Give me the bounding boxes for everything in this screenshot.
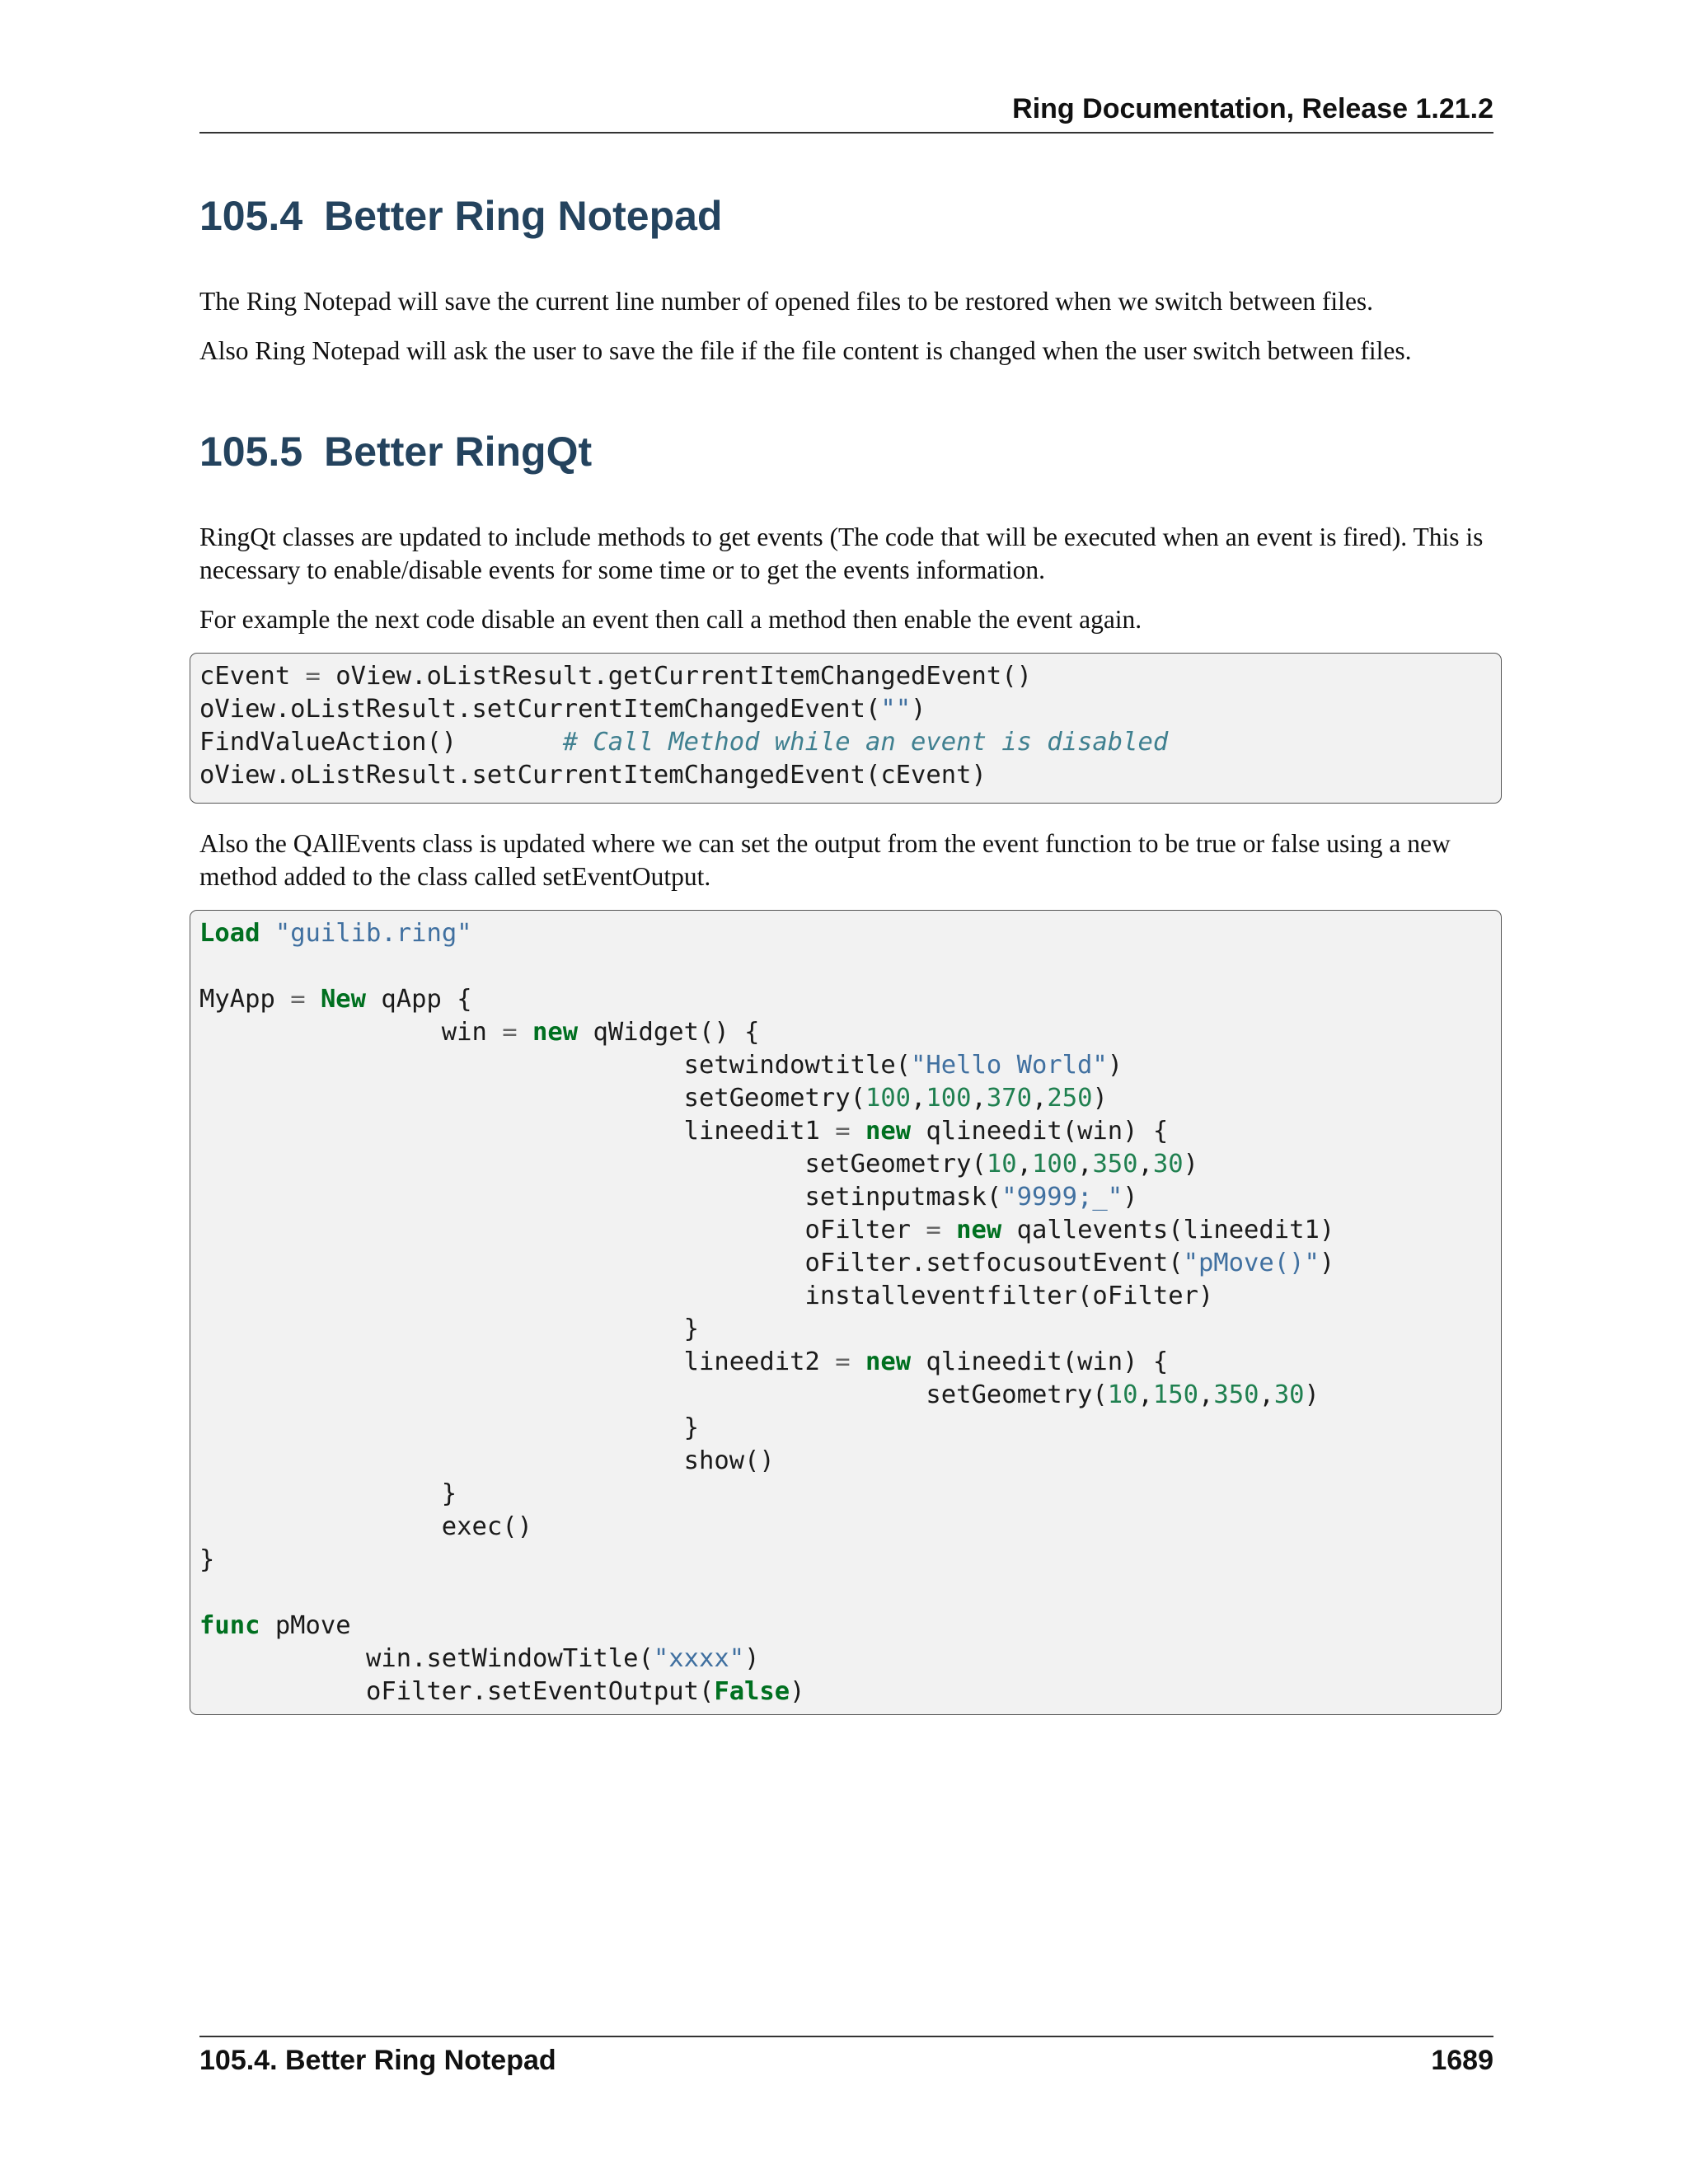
code-line: oView.oListResult.setCurrentItemChangedEvent(cEvent) <box>199 761 987 790</box>
code-line: setGeometry(100,100,370,250) <box>199 1084 1108 1113</box>
code-line: func pMove <box>199 1611 351 1640</box>
code-line: oView.oListResult.setCurrentItemChangedEvent("") <box>199 695 926 724</box>
code-line: win = new qWidget() { <box>199 1018 760 1047</box>
code-line: } <box>199 1545 215 1574</box>
section-title: Better Ring Notepad <box>324 193 723 239</box>
paragraph: The Ring Notepad will save the current line number of opened files to be restored when we switch between files. <box>199 287 1374 316</box>
code-line: setGeometry(10,150,350,30) <box>199 1380 1320 1409</box>
footer-section-title: 105.4. Better Ring Notepad <box>199 2045 556 2076</box>
code-line: } <box>199 1413 699 1442</box>
section-heading-105-4 <box>199 191 722 241</box>
code-line: lineedit1 = new qlineedit(win) { <box>199 1117 1169 1146</box>
code-line <box>199 1577 1501 1610</box>
code-line: setinputmask("9999;_") <box>199 1183 1138 1212</box>
code-block <box>190 910 1502 1715</box>
code-line: exec() <box>199 1512 532 1541</box>
code-line: } <box>199 1315 699 1343</box>
page-header <box>199 92 1493 134</box>
code-line: win.setWindowTitle("xxxx") <box>199 1644 760 1673</box>
code-line: setwindowtitle("Hello World") <box>199 1051 1123 1080</box>
section-title: Better RingQt <box>324 429 593 475</box>
section-heading-105-5 <box>199 427 592 476</box>
section-number: 105.4 <box>199 193 303 239</box>
code-line: setGeometry(10,100,350,30) <box>199 1150 1199 1179</box>
code-line: show() <box>199 1446 775 1475</box>
code-line: FindValueAction() # Call Method while an event is disabled <box>199 728 1169 757</box>
section-number: 105.5 <box>199 429 303 475</box>
document-title: Ring Documentation, Release 1.21.2 <box>1012 93 1493 124</box>
paragraph: Also the QAllEvents class is updated where we can set the output from the event function to be true or false using a new method added to the class called setEventOutput. <box>199 829 1451 891</box>
code-line: cEvent = oView.oListResult.getCurrentItemChangedEvent() <box>199 662 1032 691</box>
code-line: oFilter.setfocusoutEvent("pMove()") <box>199 1249 1335 1277</box>
code-line: oFilter = new qallevents(lineedit1) <box>199 1216 1335 1244</box>
code-block <box>190 653 1502 804</box>
paragraph: RingQt classes are updated to include methods to get events (The code that will be executed when an event is fired). This is necessary to enable/disable events for some time or to get the events information. <box>199 523 1484 584</box>
code-line: Load "guilib.ring" <box>199 919 472 948</box>
code-line: MyApp = New qApp { <box>199 985 472 1014</box>
code-line <box>199 950 1501 983</box>
page-number: 1689 <box>1431 2045 1493 2076</box>
page-footer <box>199 2036 1493 2085</box>
code-line: } <box>199 1479 457 1508</box>
paragraph: For example the next code disable an event then call a method then enable the event again. <box>199 605 1142 634</box>
paragraph: Also Ring Notepad will ask the user to save the file if the file content is changed when the user switch between files. <box>199 336 1412 365</box>
code-line: installeventfilter(oFilter) <box>199 1282 1214 1310</box>
code-line: oFilter.setEventOutput(False) <box>199 1677 805 1706</box>
code-line: lineedit2 = new qlineedit(win) { <box>199 1347 1169 1376</box>
